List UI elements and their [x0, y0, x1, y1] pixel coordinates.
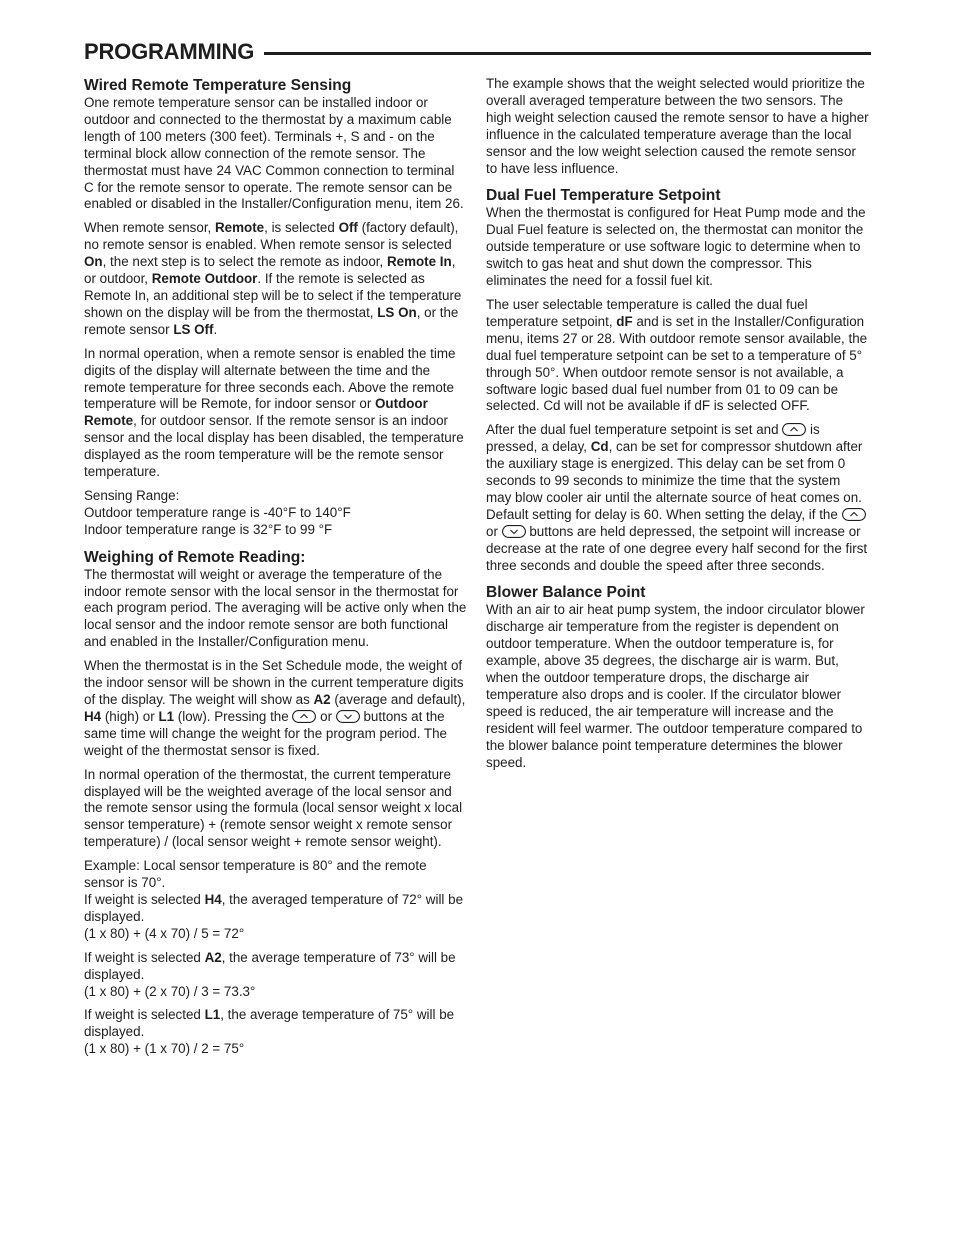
right-column: [486, 76, 869, 779]
up-arrow-button-icon: [842, 508, 866, 521]
paragraph: In normal operation, when a remote sensor is enabled the time digits of the display will alternate between the time and the remote temperature for three seconds each. Above the remote temperature will be Remote, for indoor sensor or Outdoor Remote, for outdoor sensor. If the remote sensor is an indoor sensor and the local display has been disabled, the temperature displayed as the room temperature will be the remote sensor temperature.: [84, 345, 464, 480]
sensing-range: Sensing Range: Outdoor temperature range is -40°F to 140°F Indoor temperature range is 32°F to 99 °F: [84, 487, 351, 537]
section-title-wired-remote: Wired Remote Temperature Sensing: [84, 77, 352, 94]
section-title-weighing: Weighing of Remote Reading:: [84, 548, 306, 566]
page-header: [84, 38, 871, 66]
down-arrow-button-icon: [502, 525, 526, 538]
section-title-blower-balance: Blower Balance Point: [486, 584, 646, 602]
example-h4: Example: Local sensor temperature is 80° and the remote sensor is 70°. If weight is selected H4, the averaged temperature of 72° will be displayed. (1 x 80) + (4 x 70) / 5 = 72°: [84, 858, 464, 941]
paragraph: After the dual fuel temperature setpoint is set and is pressed, a delay, Cd, can be set for compressor shutdown after the auxiliary stage is energized. This delay can be set from 0 seconds to 99 seconds to minimize the time that the system may blow cooler air until the alternate source of heat comes on. Default setting for delay is 60. When setting the delay, if the or buttons are held depressed, the setpoint will increase or decrease at the rate of one degree every half second for the first three seconds and double the speed after three seconds.: [486, 422, 868, 573]
section-title-dual-fuel: Dual Fuel Temperature Setpoint: [486, 187, 721, 205]
paragraph: When remote sensor, Remote, is selected Off (factory default), no remote sensor is enabled. When remote sensor is selected On, the next step is to select the remote as indoor, Remote In, or outdoor, Remote Outdoor. If the remote is selected as Remote In, an additional step will be to select if the temperature shown on the display will be from the thermostat, LS On, or the remote sensor LS Off.: [84, 220, 462, 337]
paragraph: The example shows that the weight selected would prioritize the overall averaged temperature between the two sensors. The high weight selection caused the remote sensor to have a higher influence in the calculated temperature average than the local sensor and the low weight selection caused the remote sensor to have less influence.: [486, 76, 869, 176]
up-arrow-button-icon: [292, 710, 316, 723]
paragraph: One remote temperature sensor can be installed indoor or outdoor and connected to the thermostat by a maximum cable length of 100 meters (300 feet). Terminals +, S and - on the terminal block allow connection of the remote sensor. The thermostat must have 24 VAC Common connection to terminal C for the remote sensor to operate. The remote sensor can be enabled or disabled in the Installer/Configuration menu, item 26.: [84, 95, 464, 212]
header-rule: [264, 52, 871, 55]
paragraph: The user selectable temperature is called the dual fuel temperature setpoint, dF and is set in the Installer/Configuration menu, items 27 or 28. With outdoor remote sensor available, the dual fuel temperature setpoint can be set to a temperature of 5° through 50°. When outdoor remote sensor is not available, a software logic based dual fuel number from 01 to 09 can be selected. Cd will not be available if dF is selected OFF.: [486, 296, 868, 414]
example-l1: If weight is selected L1, the average temperature of 75° will be displayed. (1 x 80) + (1 x 70) / 2 = 75°: [84, 1007, 455, 1057]
up-arrow-button-icon: [782, 423, 806, 436]
paragraph: With an air to air heat pump system, the indoor circulator blower discharge air temperature from the register is dependent on outdoor temperature. When the outdoor temperature is, for example, above 35 degrees, the discharge air is warm. But, when the outdoor temperature drops, the discharge air temperature also drops and is cooler. If the circulator blower speed is reduced, the air temperature will increase and the resident will feel warmer. The outdoor temperature compared to the blower balance point temperature determines the blower speed.: [486, 602, 865, 770]
paragraph: In normal operation of the thermostat, the current temperature displayed will be the weighted average of the local sensor and the remote sensor using the formula (local sensor weight x local sensor temperature) + (remote sensor weight x remote sensor temperature) / (local sensor weight + remote sensor weight).: [84, 766, 463, 850]
paragraph: The thermostat will weight or average the temperature of the indoor remote sensor with the local sensor in the thermostat for each program period. The averaging will be active only when the local sensor and the indoor remote sensor are both functional and enabled in the Installer/Configuration menu.: [84, 566, 467, 650]
example-a2: If weight is selected A2, the average temperature of 73° will be displayed. (1 x 80) + (2 x 70) / 3 = 73.3°: [84, 949, 456, 999]
paragraph: When the thermostat is configured for Heat Pump mode and the Dual Fuel feature is selected on, the thermostat can monitor the outside temperature or use software logic to determine when to switch to gas heat and shut down the compressor. This eliminates the need for a fossil fuel kit.: [486, 205, 866, 289]
page-title: PROGRAMMING: [84, 39, 255, 64]
left-column: [84, 76, 467, 1065]
paragraph: When the thermostat is in the Set Schedule mode, the weight of the indoor sensor will be shown in the current temperature digits of the display. The weight will show as A2 (average and default), H4 (high) or L1 (low). Pressing the or buttons at the same time will change the weight for the program period. The weight of the thermostat sensor is fixed.: [84, 658, 466, 758]
down-arrow-button-icon: [336, 710, 360, 723]
